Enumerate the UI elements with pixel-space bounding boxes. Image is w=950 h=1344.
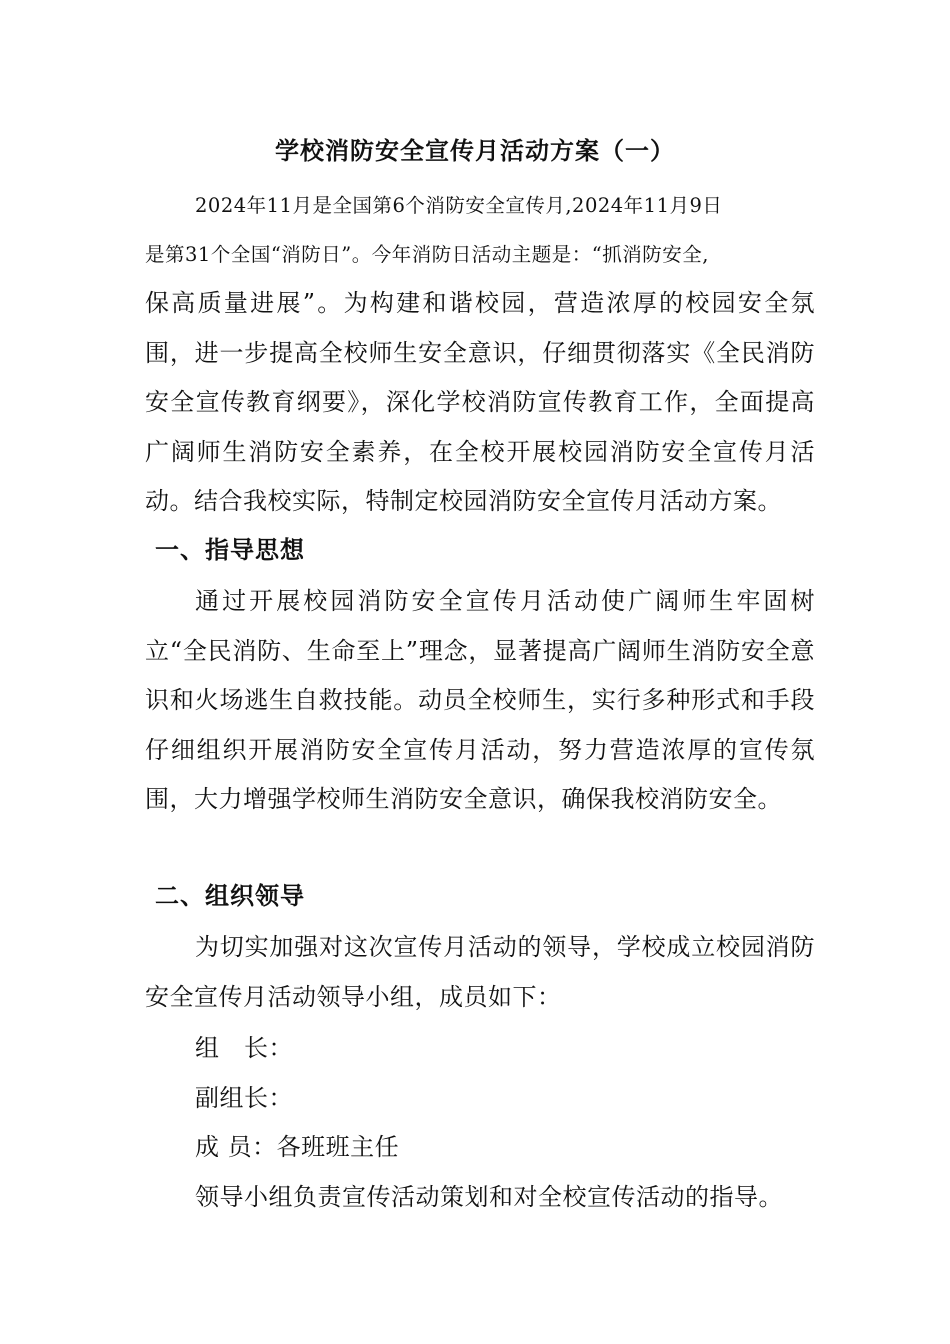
intro-paragraph: 保高质量进展”。为构建和谐校园，营造浓厚的校园安全氛围，进一步提高全校师生安全意识，仔细贯彻落实《全民消防安全宣传教育纲要》，深化学校消防宣传教育工作，全面提高广阔师生消防安全素养，在全校开展校园消防安全宣传月活动。结合我校实际，特制定校园消防安全宣传月活动方案。 xyxy=(145,289,815,516)
member-leader: 组 长： xyxy=(195,1034,293,1062)
member-deputy-leader: 副组长： xyxy=(195,1084,293,1112)
section-heading-organization: 二、组织领导 xyxy=(155,882,305,910)
section-closing-line: 领导小组负责宣传活动策划和对全校宣传活动的指导。 xyxy=(195,1183,783,1211)
intro-line-1: 2024年11月是全国第6个消防安全宣传月,2024年11月9日 xyxy=(195,194,723,217)
section-paragraph-guiding-ideology: 通过开展校园消防安全宣传月活动使广阔师生牢固树立“全民消防、生命至上”理念，显著提高广阔师生消防安全意识和火场逃生自救技能。动员全校师生，实行多种形式和手段仔细组织开展消防安全宣传月活动，努力营造浓厚的宣传氛围，大力增强学校师生消防安全意识，确保我校消防安全。 xyxy=(145,587,815,814)
member-members: 成 员：各班班主任 xyxy=(195,1133,400,1161)
section-heading-guiding-ideology: 一、指导思想 xyxy=(155,536,305,564)
intro-line-2: 是第31个全国“消防日”。今年消防日活动主题是：“抓消防安全, xyxy=(145,243,709,266)
document-title: 学校消防安全宣传月活动方案（一） xyxy=(275,137,675,165)
section-paragraph-organization: 为切实加强对这次宣传月活动的领导，学校成立校园消防安全宣传月活动领导小组，成员如下： xyxy=(145,933,815,1011)
